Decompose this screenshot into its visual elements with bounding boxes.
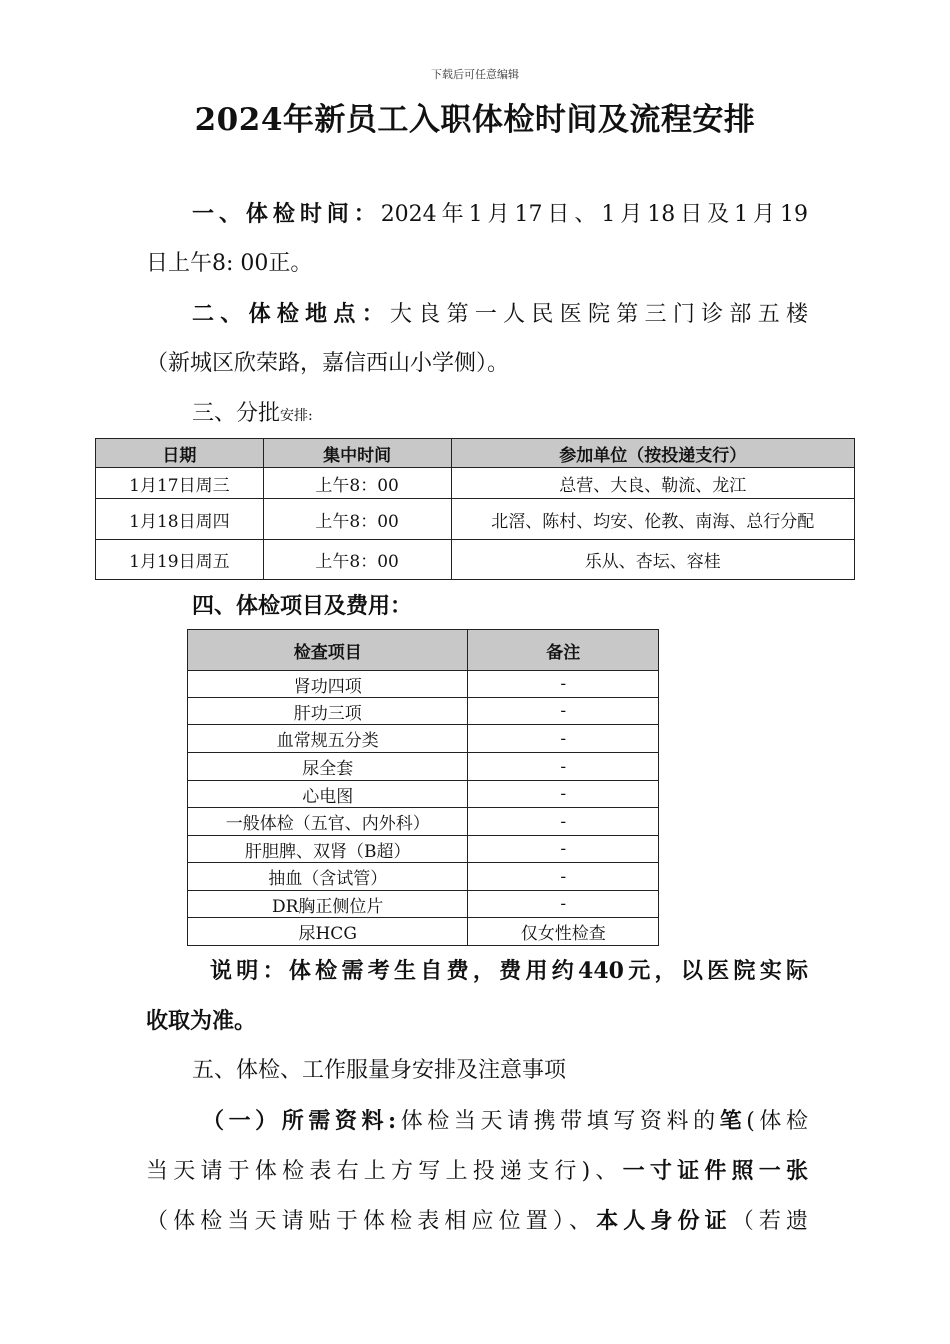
table-cell: 肝胆脾、双肾（B超）	[188, 836, 468, 863]
table-cell: 总营、大良、勒流、龙江	[451, 468, 854, 499]
materials-label: （一）所需资料:	[202, 1108, 397, 1134]
table-cell: -	[468, 863, 659, 891]
table-row	[96, 468, 855, 499]
table-row	[188, 671, 659, 698]
table-cell: -	[468, 891, 659, 918]
schedule-header-row	[96, 439, 855, 468]
table-cell: 心电图	[188, 781, 468, 808]
table-cell: -	[468, 671, 659, 698]
section3-suffix: 安排:	[280, 408, 313, 424]
fee-note-text1: 说明：体检需考生自费，费用约440元，以医院实际	[210, 958, 808, 984]
section1-label: 一、体检时间：	[192, 201, 381, 227]
materials-pen: 笔	[719, 1108, 747, 1134]
table-cell: 北滘、陈村、均安、伦教、南海、总行分配	[451, 499, 854, 540]
schedule-header-date: 日期	[96, 439, 264, 468]
table-row	[188, 891, 659, 918]
table-cell: 1月18日周四	[96, 499, 264, 540]
section5-label: 五、体检、工作服量身安排及注意事项	[192, 1058, 567, 1083]
section3-label: 三、分批	[192, 401, 281, 426]
table-cell: 1月17日周三	[96, 468, 264, 499]
table-cell: 上午8：00	[263, 468, 451, 499]
section1-line1	[146, 189, 808, 240]
table-cell: -	[468, 808, 659, 836]
table-cell: 一般体检（五官、内外科）	[188, 808, 468, 836]
table-cell: -	[468, 836, 659, 863]
items-header-note: 备注	[468, 630, 659, 671]
items-table	[187, 629, 659, 946]
page-title: 2024年新员工入职体检时间及流程安排	[194, 102, 756, 138]
table-cell: -	[468, 698, 659, 725]
table-cell: 乐从、杏坛、容桂	[451, 540, 854, 580]
materials-text4: （体检当天请贴于体检表相应位置）、	[146, 1209, 597, 1234]
items-header-row	[188, 630, 659, 671]
table-row	[188, 863, 659, 891]
table-cell: 尿HCG	[188, 918, 468, 946]
materials-id-card: 本人身份证	[596, 1208, 732, 1234]
table-cell: 上午8：00	[263, 499, 451, 540]
section4-heading	[146, 581, 808, 632]
section2-line2: （新城区欣荣路，嘉信西山小学侧）。	[146, 351, 510, 376]
table-cell: 上午8：00	[263, 540, 451, 580]
section1-text1: 2024年1月17日、1月18日及1月19	[380, 202, 808, 227]
section2-label: 二、体检地点：	[192, 301, 390, 327]
materials-text1: 体检当天请携带填写资料的	[396, 1109, 720, 1134]
table-row	[188, 698, 659, 725]
table-cell: DR胸正侧位片	[188, 891, 468, 918]
section2-text1: 大良第一人民医院第三门诊部五楼	[390, 302, 808, 327]
materials-line1	[146, 1096, 808, 1147]
schedule-header-units: 参加单位（按投递支行）	[451, 439, 854, 468]
fee-note-line1	[146, 946, 808, 996]
table-cell: 尿全套	[188, 753, 468, 781]
table-cell: -	[468, 753, 659, 781]
table-cell: -	[468, 781, 659, 808]
materials-text3: 当天请于体检表右上方写上投递支行)、	[146, 1159, 623, 1184]
table-row	[188, 836, 659, 863]
items-header-item: 检查项目	[188, 630, 468, 671]
materials-text5: （若遗	[731, 1209, 808, 1234]
header-note: 下载后可任意编辑	[431, 68, 519, 81]
section3-heading	[146, 389, 808, 441]
materials-line2	[146, 1146, 808, 1197]
table-row	[96, 540, 855, 580]
table-cell: 1月19日周五	[96, 540, 264, 580]
fee-note-line2: 收取为准。	[146, 1008, 257, 1034]
materials-photo: 一寸证件照一张	[622, 1158, 808, 1184]
section5-heading	[146, 1046, 808, 1096]
table-cell: 仅女性检查	[468, 918, 659, 946]
table-cell: 血常规五分类	[188, 725, 468, 753]
table-row	[188, 808, 659, 836]
table-row	[188, 753, 659, 781]
materials-text2: (体检	[746, 1109, 808, 1134]
table-cell: -	[468, 725, 659, 753]
table-row	[96, 499, 855, 540]
table-cell: 肾功四项	[188, 671, 468, 698]
section2-line1	[146, 289, 808, 340]
section1-line2: 日上午8: 00正。	[146, 251, 313, 276]
schedule-table	[95, 438, 855, 580]
table-row	[188, 781, 659, 808]
schedule-header-time: 集中时间	[263, 439, 451, 468]
table-cell: 肝功三项	[188, 698, 468, 725]
section4-label: 四、体检项目及费用：	[192, 593, 413, 619]
materials-line3	[146, 1196, 808, 1247]
table-cell: 抽血（含试管）	[188, 863, 468, 891]
table-row	[188, 725, 659, 753]
table-row	[188, 918, 659, 946]
